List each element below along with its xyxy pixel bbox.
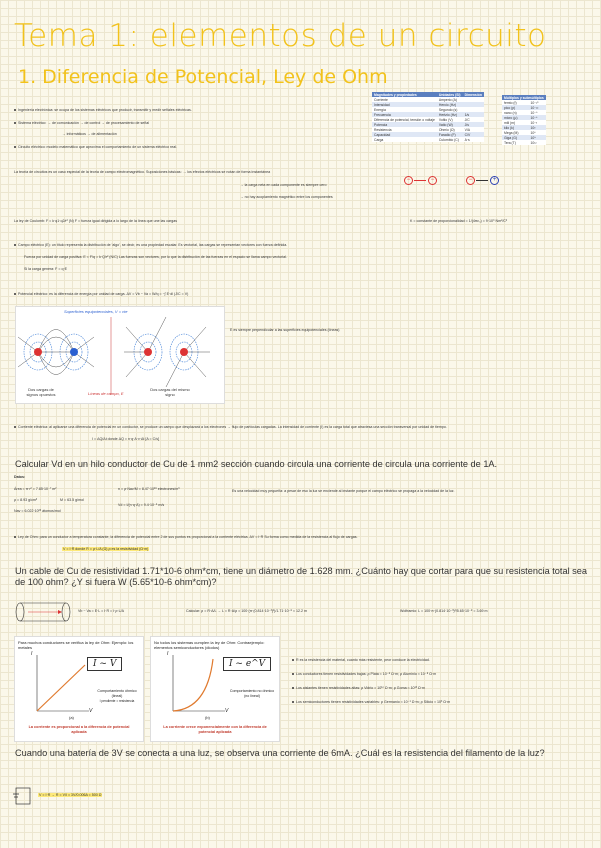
ohmic-axis-y: I <box>31 651 33 657</box>
calc-vd: Vd = I/(n·q·A) = 9.4·10⁻⁵ m/s <box>118 503 165 507</box>
note-sup2: → la carga neta en cada componente es siempre cero <box>240 183 327 187</box>
note-potencial-perp: E es siempre perpendicular a las superficies equipotenciales (líneas) <box>230 328 340 332</box>
units-table-row <box>372 117 484 122</box>
note-sistema: Sistema eléctrico: → de comunicación → de control → de procesamiento de señal <box>14 121 149 126</box>
multiples-table-cell: femto (f) <box>504 100 517 105</box>
question-3: Cuando una batería de 3V se conecta a una luz, se observa una corriente de 6mA. ¿Cuál es la resistencia del filamento de la luz? <box>15 748 545 758</box>
multiples-table-cell: 10⁻¹² <box>528 105 545 110</box>
multiples-table-cell: pico (p) <box>502 105 528 110</box>
note-sistema-2: → informáticos → de alimentación <box>62 132 117 136</box>
units-table-cell: Hercio (Hz) <box>437 102 463 107</box>
units-table-cell: Intensidad <box>372 102 437 107</box>
calc-n: n = ρ·Nav/M = 8.47·10²⁸ electrones/m³ <box>118 487 180 491</box>
ohmic-axis-x: V <box>89 708 93 714</box>
page-title: Tema 1: elementos de un circuito <box>14 18 547 54</box>
nonohmic-axis-x: V <box>225 708 229 714</box>
note-ohm-formula: V = I·R donde R = ρ·L/A (Ω) ρ es la resistividad (Ω·m) <box>63 547 149 551</box>
multiples-table-cell: 10³ <box>528 125 545 130</box>
caption-same-charges: Dos cargas del mismo signo <box>150 387 190 397</box>
ohmic-slope: I pendiente = resistencia <box>99 699 135 703</box>
repel-arrow-icon <box>414 180 426 181</box>
nonohmic-figure <box>150 636 280 742</box>
negative-charge-icon: − <box>404 176 413 185</box>
units-table <box>372 92 484 142</box>
units-table-cell: Capacidad <box>372 132 437 137</box>
section-title: 1. Diferencia de Potencial, Ley de Ohm <box>18 66 388 88</box>
units-table-cell: Corriente <box>374 97 388 102</box>
datos-label: Datos: <box>14 475 26 479</box>
nonohmic-sub: (b) <box>205 715 210 720</box>
resist-note-1: R es la resistencia del material, cuanto más resistente, peor conduce la electricidad. <box>292 658 430 663</box>
nonohmic-graph <box>157 651 227 715</box>
resist-note-2: Los conductores tienen resistividades bajas: ρ Plata ≈ 10⁻⁸ Ω·m; ρ Aluminio ≈ 10⁻⁸ Ω·m <box>292 672 436 677</box>
calc-length-w: Wolframio: L = 100·π·(0.814·10⁻³)²/5.65·10⁻⁸ = 3.69 m <box>400 609 488 613</box>
question-1: Calcular Vd en un hilo conductor de Cu de 1 mm2 sección cuando circula una corriente de circula una corriente de 1A. <box>15 459 498 469</box>
dato-m: M = 63.5 g/mol <box>60 498 84 502</box>
negative-charge-icon: − <box>428 176 437 185</box>
question-2: Un cable de Cu de resistividad 1.71*10-6 ohm*cm, tiene un diámetro de 1.628 mm. ¿Cuánto hay que cortar para que su resistencia total sea de 100 ohm? ¿Y si fuera W (5.65*10-6 ohm*cm)? <box>15 566 587 587</box>
multiples-table-cell: 10⁻¹⁵ <box>530 100 539 105</box>
units-table-cell: Ohmio (Ω) <box>438 127 455 132</box>
units-table-header: Dimensión <box>464 92 482 97</box>
caption-opposite-charges: Dos cargas de signos opuestos <box>26 387 56 397</box>
bulb-calc: V = I·R → R = V/I = 3V/0.006A = 500 Ω <box>39 793 102 797</box>
dato-area: Área = π·r² = 7.85·10⁻⁷ m² <box>14 487 57 491</box>
nonohmic-behavior: Comportamiento no óhmico (no lineal) <box>229 689 275 698</box>
multiples-table-cell: micro (μ) <box>502 115 528 120</box>
equipotential-label: Superficies equipotenciales, V = cte <box>64 309 128 314</box>
positive-charge-icon: + <box>490 176 499 185</box>
units-table-cell: Carga <box>374 137 384 142</box>
multiples-table-cell: nano (n) <box>504 110 517 115</box>
note-campo-3: Si la carga genera: F = q·E <box>24 267 68 271</box>
note-teoria: La teoría de circuitos es un caso especial de la teoría de campo electromagnético. Suposiciones básicas: → los efectos eléctricos se notan de forma instantánea <box>14 170 271 174</box>
nonohmic-caption: No todos los sistemas cumplen la ley de Ohm: Contraejemplo: elementos semiconductores (diodos) <box>154 640 265 650</box>
calc-note: Es una velocidad muy pequeña: a pesar de eso la luz se enciende al instante porque el campo eléctrico se propaga a la velocidad de la luz. <box>232 489 455 493</box>
units-table-cell: J/s <box>463 122 484 127</box>
units-table-cell: Faradio (F) <box>437 132 463 137</box>
wire-drawing <box>14 600 74 629</box>
note-ingenieria: Ingeniería electrónica: se ocupa de los sistemas eléctricos que producir, transmitir y medir señales eléctricas. <box>14 108 192 113</box>
wire-equation: Vb − Va = E·L = I·R = I·ρ·L/A <box>78 609 124 613</box>
ohmic-caption: Para muchos conductores se verifica la ley de Ohm: Ejemplo: los metales <box>18 640 134 650</box>
units-table-cell: Culombio (C) <box>438 137 459 142</box>
units-table-row <box>372 137 484 142</box>
note-circuito: Circuito eléctrico: modelo matemático que aproxima el comportamiento de un sistema eléctrico real. <box>14 145 177 150</box>
negative-charge-icon: − <box>466 176 475 185</box>
nonohmic-bottom: La corriente crece exponencialmente con la diferencia de potencial aplicada <box>163 725 267 734</box>
note-ohm: Ley de Ohm: para un conductor a temperatura constante, la diferencia de potencial entre 2 de sus puntos es proporcional a la corriente eléctrica. ΔV = I·R Su forma como medida de la resistencia al flujo de cargas. <box>14 535 358 540</box>
multiples-table-cell: 10⁹ <box>528 135 545 140</box>
units-table-cell: Amperio (A) <box>438 97 457 102</box>
multiples-table-cell: kilo (k) <box>502 125 528 130</box>
multiples-table-cell: 10⁻⁶ <box>528 115 545 120</box>
multiples-table-cell: 10⁶ <box>530 130 536 135</box>
battery-circuit-icon <box>12 784 34 813</box>
units-table-cell: Voltio (V) <box>438 117 453 122</box>
resist-note-4: Los semiconductores tienen resistividades variables: ρ Germanio ≈ 10⁻¹ Ω·m; ρ Silicio ≈ 10³ Ω·m <box>292 700 450 705</box>
nonohmic-formula: I ~ e^V <box>223 657 271 671</box>
ohmic-bottom: La corriente es proporcional a la diferencia de potencial aplicada <box>28 725 130 734</box>
multiples-table <box>502 95 546 145</box>
field-lines-label: Líneas de campo, E <box>88 391 124 396</box>
note-coulomb-k: K = constante de proporcionalidad = 1/(4πε₀) = 9·10⁹ Nm²/C² <box>410 219 508 223</box>
field-lines-figure <box>15 306 225 404</box>
multiples-table-row <box>502 140 546 145</box>
multiples-table-cell: Tera (T) <box>504 140 516 145</box>
units-table-cell: Energía <box>374 107 386 112</box>
units-table-cell: Resistencia <box>374 127 392 132</box>
note-sup3: → no hay acoplamiento magnético entre los componentes <box>240 195 333 199</box>
units-table-header: Unidades (SI) <box>438 92 461 97</box>
resist-note-3: Los aislantes tienen resistividades altas: ρ Vidrio ≈ 10¹⁰ Ω·m; ρ Goma ≈ 10¹³ Ω·m <box>292 686 425 691</box>
dato-nav: Nav = 6.022·10²³ átomos/mol <box>14 509 61 513</box>
ohmic-sub: (a) <box>69 715 74 720</box>
multiples-table-cell: 10¹² <box>530 140 537 145</box>
units-table-cell: A·s <box>464 137 470 142</box>
units-table-cell: Diferencia de potencial, tensión o voltaje <box>374 117 435 122</box>
calc-length-cu: Calcular: ρ = R·A/L → L = R·A/ρ = 100·(π·(0.814·10⁻³)²)/1.71·10⁻⁸ ≈ 12.2 m <box>186 609 307 613</box>
note-corriente: Corriente eléctrica: al aplicarse una diferencia de potencial en un conductor, se produce un campo que desplazará a los electrones → flujo de partículas cargadas. La intensidad de corriente (I) es la carga total que atraviesa una sección transversal por unidad de tiempo. <box>14 425 447 430</box>
note-corriente-formula: I = ΔQ/Δt donde ΔQ = n·q·A·v·Δt [A = C/s] <box>92 437 160 441</box>
multiples-table-cell: Giga (G) <box>502 135 528 140</box>
units-table-header: Magnitudes y propiedades <box>372 92 437 97</box>
units-table-cell: Segundo (s) <box>438 107 458 112</box>
attract-arrow-icon <box>476 180 488 181</box>
units-table-cell: Hertzio (Hz) <box>437 112 463 117</box>
multiples-table-header: Múltiplos y submúltiplos <box>504 95 544 100</box>
note-campo: Campo eléctrico (E): un título representa la distribución de 'algo', se decir, es una propiedad escalar. Es vectorial, las cargas se representan vectores con fuerza definida. <box>14 243 287 248</box>
multiples-table-cell: Mega (M) <box>504 130 519 135</box>
dato-rho: ρ = 8.93 g/cm³ <box>14 498 38 502</box>
units-table-cell: Frecuencia <box>372 112 437 117</box>
note-potencial: Potencial eléctrico: es la diferencia de energía por unidad de carga. ΔV = Vb − Va = W/q = −∫ E·dl (J/C = V) <box>14 292 188 297</box>
multiples-table-cell: 10⁻³ <box>530 120 538 125</box>
units-table-cell: C/V <box>463 132 484 137</box>
ohmic-graph <box>21 651 91 715</box>
units-table-cell: J/C <box>464 117 470 122</box>
units-table-cell: Vatio (W) <box>437 122 463 127</box>
units-table-cell: V/A <box>464 127 471 132</box>
nonohmic-axis-y: I <box>167 651 169 657</box>
note-campo-2: Fuerza por unidad de carga positiva: E = F/q = k·Q/r² (N/C) Las fuerzas son vectores, por lo que la distribución de las fuerzas en el espacio se llama campo vectorial. <box>24 255 287 259</box>
units-table-cell: Potencia <box>372 122 437 127</box>
units-table-cell: 1/s <box>463 112 484 117</box>
ohmic-behavior: Comportamiento óhmico (lineal) <box>97 689 137 698</box>
multiples-table-cell: mili (m) <box>504 120 516 125</box>
multiples-table-cell: 10⁻⁹ <box>530 110 538 115</box>
note-coulomb: La ley de Coulomb: F = k·q1·q2/r² (N) F = fuerza igual dirigida a lo largo de la línea que une las cargas <box>14 219 178 223</box>
ohmic-figure <box>14 636 144 742</box>
ohmic-formula: I ~ V <box>87 657 122 671</box>
